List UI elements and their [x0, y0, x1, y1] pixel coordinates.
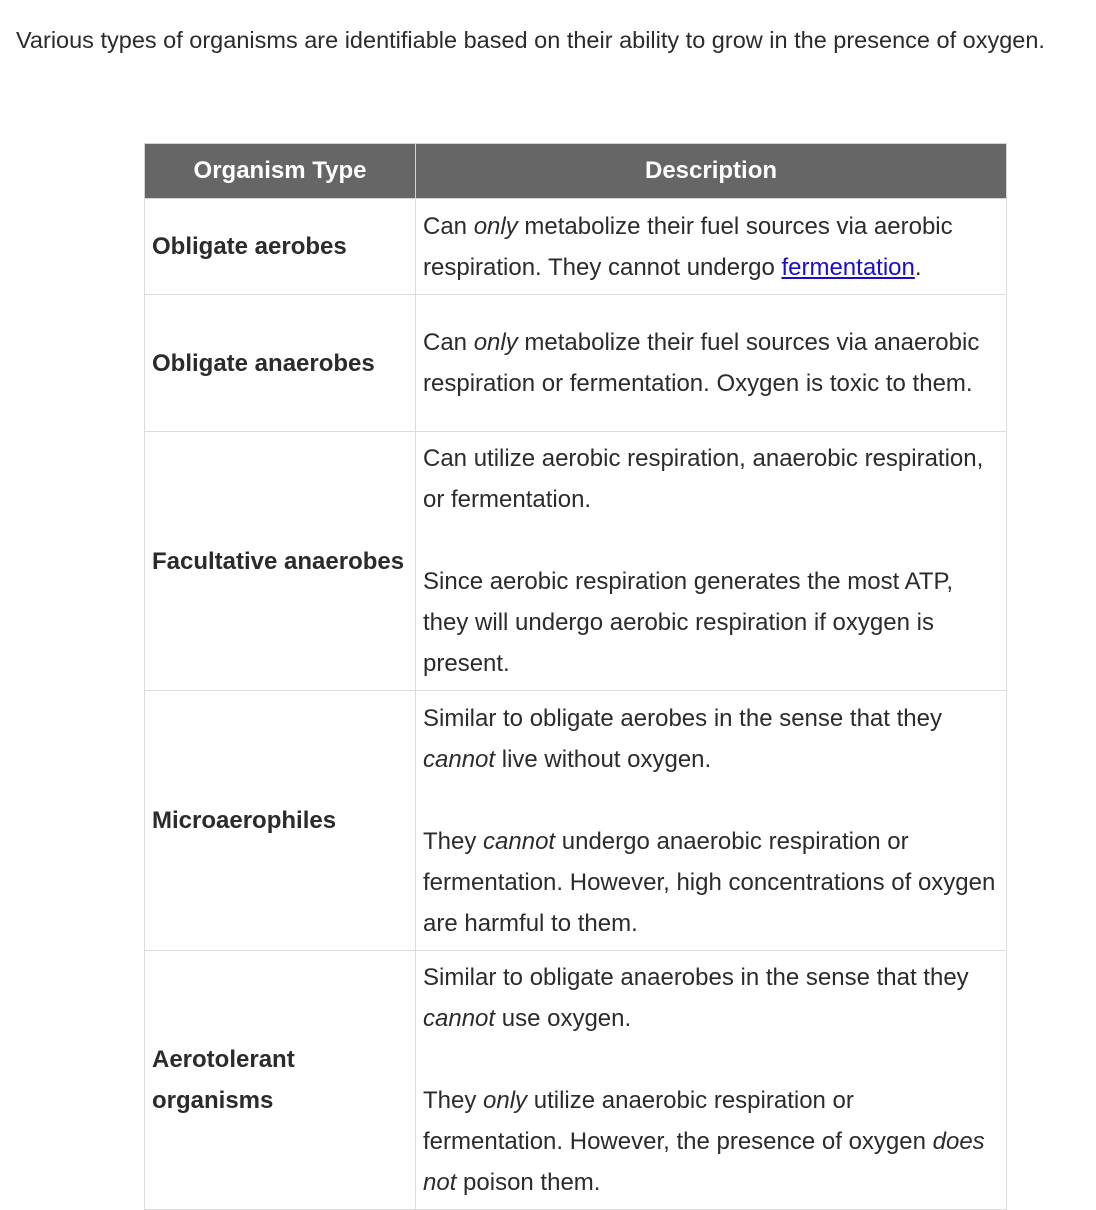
- header-description: Description: [416, 144, 1007, 199]
- organism-type-cell: Obligate anaerobes: [145, 295, 416, 432]
- description-cell: [416, 951, 1007, 1210]
- table-row: [145, 691, 1007, 951]
- description-cell: [416, 432, 1007, 691]
- table-row: [145, 295, 1007, 432]
- table-row: [145, 199, 1007, 295]
- organism-type-cell: Aerotolerant organisms: [145, 951, 416, 1210]
- table-row: [145, 432, 1007, 691]
- description-paragraph: Similar to obligate aerobes in the sense that they cannot live without oxygen.: [423, 704, 942, 773]
- fermentation-link[interactable]: fermentation: [781, 253, 915, 281]
- description-cell: [416, 295, 1007, 432]
- description-paragraph: They only utilize anaerobic respiration or fermentation. However, the presence of oxygen does not poison them.: [423, 1087, 985, 1196]
- description-paragraph: Since aerobic respiration generates the most ATP, they will undergo aerobic respiration if oxygen is present.: [423, 568, 954, 677]
- organism-type-cell: Obligate aerobes: [145, 199, 416, 295]
- description-paragraph: Can only metabolize their fuel sources via aerobic respiration. They cannot undergo fermentation.: [423, 212, 953, 281]
- description-paragraph: They cannot undergo anaerobic respiration or fermentation. However, high concentrations of oxygen are harmful to them.: [423, 827, 996, 937]
- description-paragraph: Similar to obligate anaerobes in the sense that they cannot use oxygen.: [423, 964, 969, 1032]
- intro-paragraph: Various types of organisms are identifiable based on their ability to grow in the presence of oxygen.: [16, 27, 1045, 53]
- description-cell: [416, 691, 1007, 951]
- organism-table: [144, 143, 1007, 1210]
- table-header-row: [145, 144, 1007, 199]
- table-row: [145, 951, 1007, 1210]
- organism-type-cell: Facultative anaerobes: [145, 432, 416, 691]
- description-paragraph: Can utilize aerobic respiration, anaerobic respiration, or fermentation.: [423, 445, 984, 513]
- organism-type-cell: Microaerophiles: [145, 691, 416, 951]
- description-paragraph: Can only metabolize their fuel sources via anaerobic respiration or fermentation. Oxygen is toxic to them.: [423, 329, 980, 397]
- description-cell: [416, 199, 1007, 295]
- header-organism-type: Organism Type: [145, 144, 416, 199]
